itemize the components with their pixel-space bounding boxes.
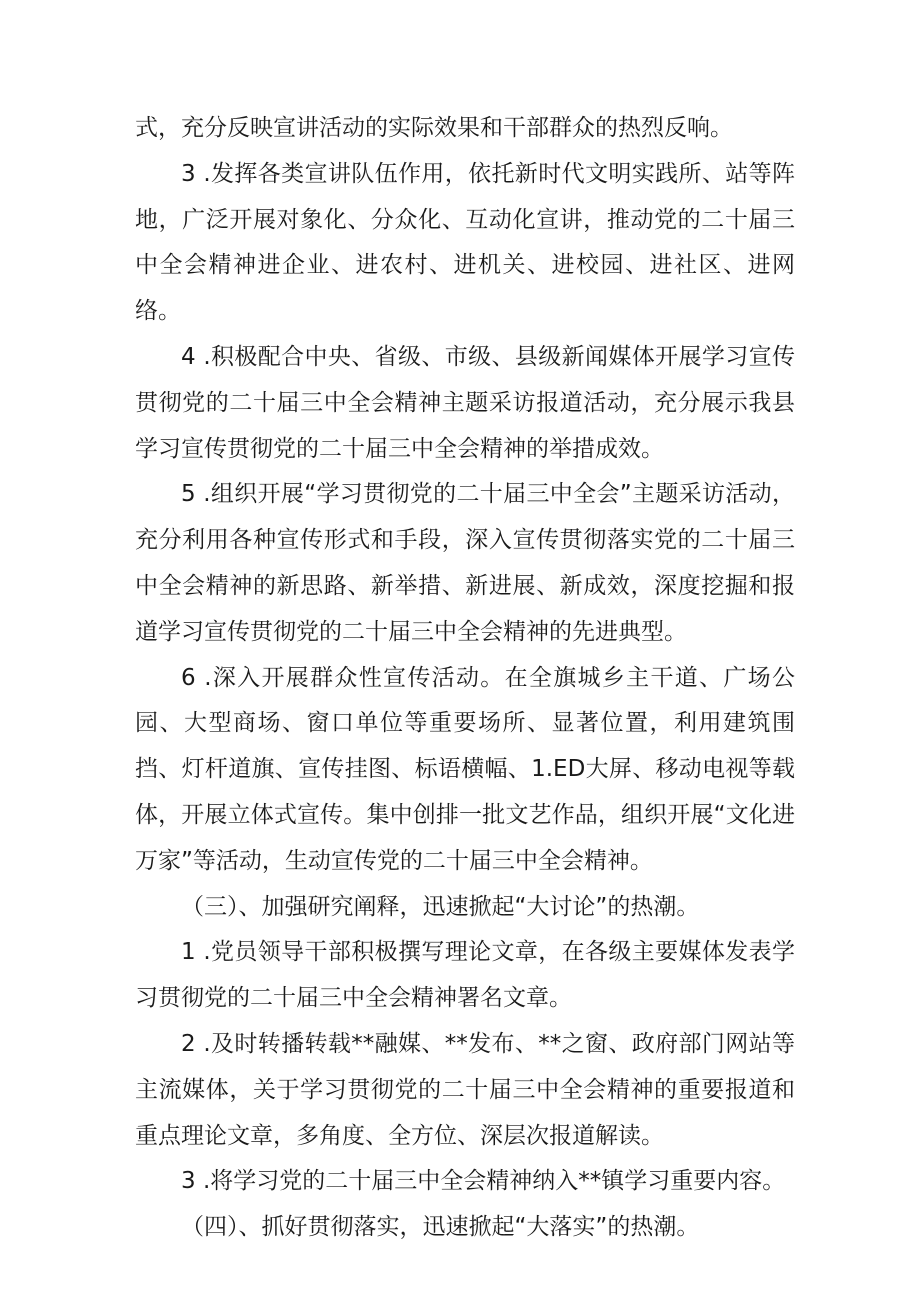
paragraph-item-5: 5 .组织开展“学习贯彻党的二十届三中全会”主题采访活动，充分利用各种宣传形式和手段，深入宣传贯彻落实党的二十届三中全会精神的新思路、新举措、新进展、新成效，深度挖掘和报道学习宣传贯彻党的二十届三中全会精神的先进典型。 bbox=[135, 481, 795, 645]
paragraph-item-6: 6 .深入开展群众性宣传活动。在全旗城乡主干道、广场公园、大型商场、窗口单位等重要场所、显著位置，利用建筑围挡、灯杆道旗、宣传挂图、标语横幅、1.ED大屏、移动电视等载体，开展立体式宣传。集中创排一批文艺作品，组织开展“文化进万家”等活动，生动宣传党的二十届三中全会精神。 bbox=[135, 664, 795, 874]
paragraph-item-2: 2 .及时转播转载**融媒、**发布、**之窗、政府部门网站等主流媒体，关于学习贯彻党的二十届三中全会精神的重要报道和重点理论文章，多角度、全方位、深层次报道解读。 bbox=[135, 1030, 795, 1149]
section-heading-3: （三）、加强研究阐释，迅速掀起“大讨论”的热潮。 bbox=[181, 893, 700, 920]
document-body bbox=[135, 106, 795, 1251]
paragraph-item-4: 4 .积极配合中央、省级、市级、县级新闻媒体开展学习宣传贯彻党的二十届三中全会精神主题采访报道活动，充分展示我县学习宣传贯彻党的二十届三中全会精神的举措成效。 bbox=[135, 343, 795, 462]
paragraph-item-3b: 3 .将学习党的二十届三中全会精神纳入**镇学习重要内容。 bbox=[181, 1168, 786, 1195]
section-heading-4: （四）、抓好贯彻落实，迅速掀起“大落实”的热潮。 bbox=[181, 1214, 700, 1241]
paragraph-continuation: 式，充分反映宣讲活动的实际效果和干部群众的热烈反响。 bbox=[135, 115, 733, 141]
paragraph-item-1: 1 .党员领导干部积极撰写理论文章，在各级主要媒体发表学习贯彻党的二十届三中全会精神署名文章。 bbox=[135, 939, 795, 1012]
paragraph-item-3: 3 .发挥各类宣讲队伍作用，依托新时代文明实践所、站等阵地，广泛开展对象化、分众化、互动化宣讲，推动党的二十届三中全会精神进企业、进农村、进机关、进校园、进社区、进网络。 bbox=[135, 160, 795, 325]
